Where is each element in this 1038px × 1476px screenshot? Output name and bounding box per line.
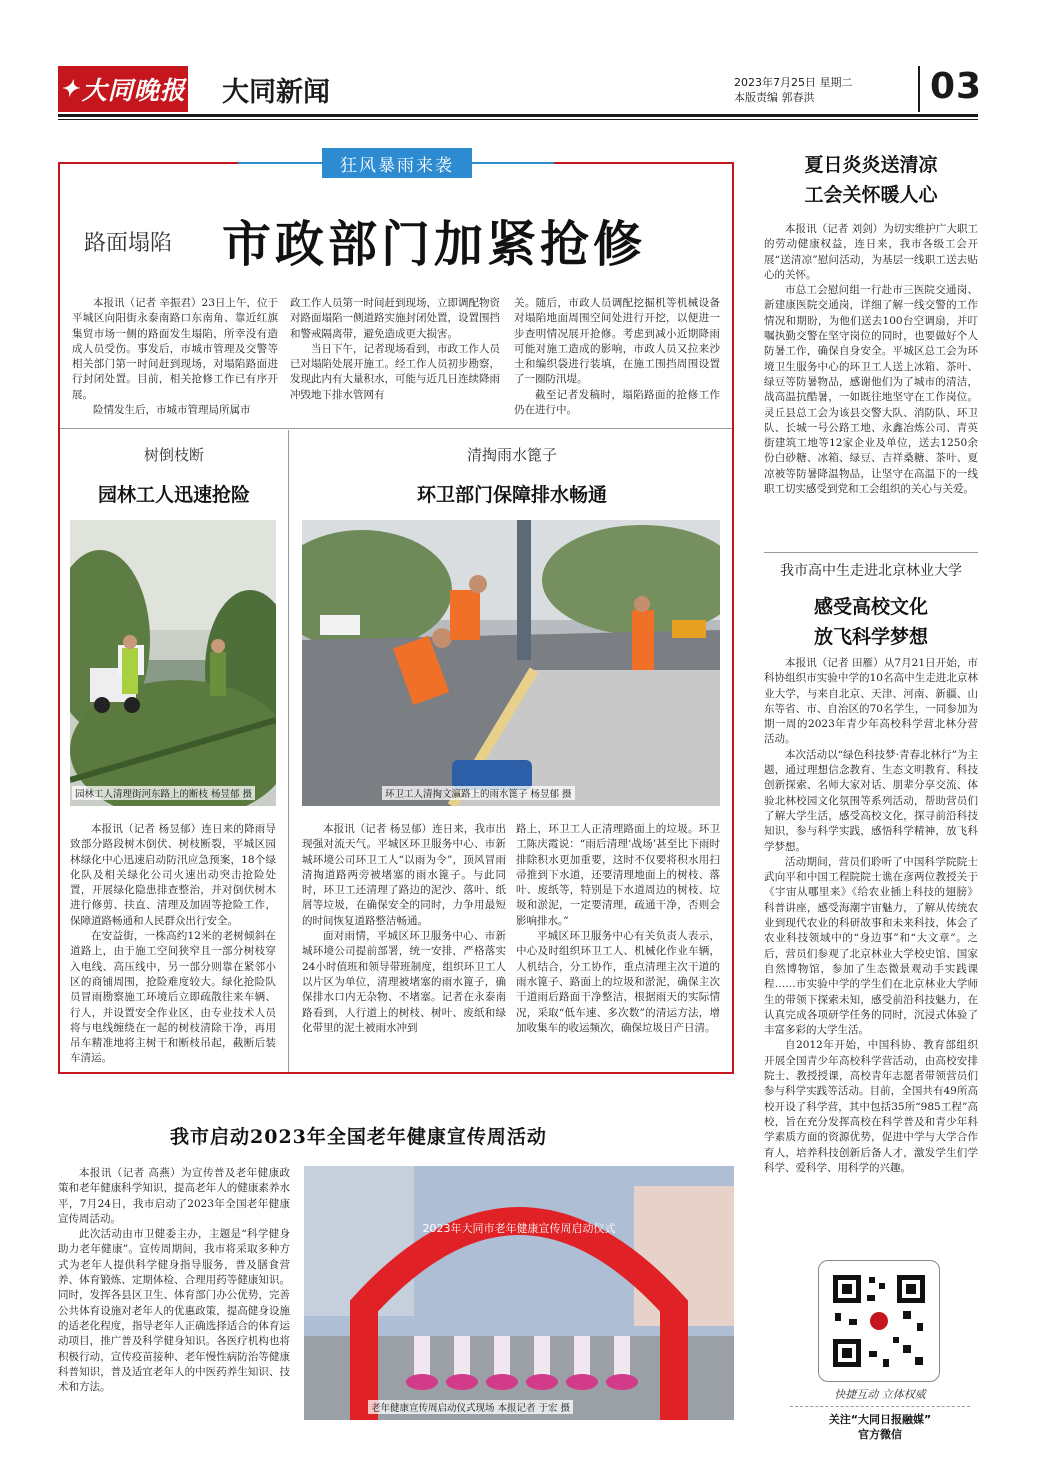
column-divider [288, 430, 289, 1072]
page-editor: 本版责编 郭春洪 [734, 91, 815, 104]
sanitation-photo [302, 520, 720, 806]
lead-column-2 [290, 296, 500, 403]
garden-kicker: 树倒枝断 [143, 446, 204, 464]
garden-body [70, 822, 276, 1067]
lead-kicker: 路面塌陷 [84, 231, 173, 256]
issue-date: 2023年7月25日 星期二 [734, 76, 853, 89]
promo-follow-line1: 关注“大同日报融媒” [828, 1413, 932, 1426]
promo-divider [790, 1406, 970, 1407]
union-headline [760, 150, 982, 210]
forestry-headline [760, 592, 982, 652]
garden-headline: 园林工人迅速抢险 [97, 484, 250, 506]
sanitation-paragraph: 平城区环卫服务中心有关负责人表示，中心及时组织环卫工人、机械化作业车辆，人机结合，分工协作，重点清理主次干道的雨水篦子、路面上的垃圾和淤泥，确保主次干道雨后路面干净整洁，根据雨天的实际情况，采取“低车速、多次数”的清运方法，增加收集车的收运频次，确保垃圾日产日清。 [516, 930, 720, 1034]
street-photo-illustration [302, 520, 720, 806]
section-name: 大同新闻 [222, 77, 330, 108]
elderly-paragraph: 本报讯（记者 高燕）为宣传普及老年健康政策和老年健康科学知识，提高老年人的健康素养水平，7月24日，我市启动了2023年全国老年健康宣传周活动。 [58, 1167, 290, 1225]
forestry-paragraph: 活动期间，营员们聆听了中国科学院院士武向平和中国工程院院士谯在彦两位教授关于《宇宙从哪里来》《给农业插上科技的翅膀》科普讲座，感受海潮宇宙魅力，了解从传统农业到现代农业的科研故事和未来科技，体会了农业科技领域中的“身边事”和“大文章”。之后，营员们参观了北京林业大学校史馆、国家自然博物馆，参加了生态微景观动手实践课程……市实验中学的学生们在北京林业大学师生的带领下探索未知，感受前沿科技魅力，在认真完成各项研学任务的同时，沉浸式体验了丰富多彩的大学生活。 [764, 855, 978, 1037]
sanitation-paragraph: 面对雨情，平城区环卫服务中心、市新城环境公司提前部署，统一安排，严格落实24小时值班和领导带班制度，组织环卫工人以片区为单位，清理被堵塞的雨水篦子，确保排水口内无杂物、不堵塞。记者在永泰南路看到，人行道上的树枝、树叶、废纸和绿化带里的泥土被雨水冲到 [302, 930, 506, 1034]
sanitation-paragraph: 路上，环卫工人正清理路面上的垃圾。环卫工陈庆霞说：“雨后清理‘战场’甚至比下雨时排除积水更加重要，这时不仅要将积水用扫帚推到下水道，还要清理地面上的树枝、落叶、废纸等，特别是下水道周边的树枝、垃圾和淤泥，一定要清理，疏通干净，否则会影响排水。” [516, 823, 720, 927]
forestry-body [764, 656, 978, 1176]
garden-paragraph: 本报讯（记者 杨昱郁）连日来的降雨导致部分路段树木倒伏、树枝断裂，平城区园林绿化中心迅速启动防汛应急预案，18个绿化队及相关绿化公司火速出动突击抢险处置，开展绿化隐患排查整治，并对倒伏树木进行修剪、扶直、清理及加固等抢险工作，保障道路畅通和人民群众出行安全。 [70, 823, 276, 927]
lead-paragraph: 险情发生后，市城市管理局所属市 [93, 404, 251, 417]
sanitation-kicker: 清掏雨水篦子 [466, 446, 557, 464]
sanitation-headline: 环卫部门保障排水畅通 [416, 484, 607, 506]
ceremony-photo-illustration [304, 1166, 734, 1420]
forestry-paragraph: 本次活动以“绿色科技梦·青春北林行”为主题，通过理想信念教育、生态文明教育、科技创新探索、名师大家对话、朋辈分享交流、体验北林校园文化氛围等系列活动，帮助营员们了解大学生活，感受高校文化，探寻前沿科技知识，参与科学实践，感悟科学精神，放飞科学梦想。 [764, 748, 978, 853]
union-paragraph: 本报讯（记者 刘剑）为切实维护广大职工的劳动健康权益，连日来，我市各级工会开展“送清凉”慰问活动，为基层一线职工送去贴心的关怀。 [764, 223, 978, 281]
garden-photo-caption: 园林工人清理街河东路上的断枝 杨昱郁 摄 [72, 786, 255, 800]
union-headline-line2: 工会关怀暖人心 [804, 184, 938, 206]
header-rule-thin [58, 119, 978, 120]
forestry-headline-line1: 感受高校文化 [813, 596, 928, 618]
elderly-body [58, 1166, 290, 1395]
elderly-paragraph: 此次活动由市卫健委主办，主题是“科学健身助力老年健康”。宣传周期间，我市将采取多种方式为老年人提供科学健身指导服务，普及膳食营养、体育锻炼、定期体检、合理用药等健康知识。同时，发挥各县区卫生、体育部门办公优势，完善公共体育设施对老年人的优惠政策，提高健身设施的适老化程度，指导老年人正确选择适合的体育运动项目，推广普及科学健身知识。各医疗机构也将积极行动，宣传疫苗接种、老年慢性病防治等健康科普知识，普及适宜老年人的中医药养生知识、技术和方法。 [58, 1228, 290, 1394]
forestry-paragraph: 本报讯（记者 田雁）从7月21日开始，市科协组织市实验中学的10名高中生走进北京林业大学，与来自北京、天津、河南、新疆、山东等省、市、自治区的70名学生，一同参加为期一周的2023年青少年高校科学营北林分营活动。 [764, 657, 978, 746]
page-number: 03 [930, 66, 983, 107]
garden-paragraph: 在安益街，一株高约12米的老树倾斜在道路上，由于施工空间狭窄且一部分树枝穿入电线、高压线中，另一部分则靠在紧邻小区的商铺周围，抢险难度较大。绿化抢险队员冒雨勘察施工环境后立即疏散往来车辆、行人，并设置安全作业区，由专业技术人员将与电线缠绕在一起的树枝清除干净，再用吊车精准地将主树干和断枝吊起，截断后装车清运。 [70, 930, 276, 1065]
promo-slogan: 快捷互动 立体权威 [834, 1388, 926, 1401]
promo-follow [790, 1412, 970, 1442]
forestry-paragraph: 自2012年开始，中国科协、教育部组织开展全国青少年高校科学营活动，由高校安排院士、教授授课，高校青年志愿者带领营员们参与科学实践等活动。目前，全国共有49所高校开设了科学营，其中包括35所“985工程”高校，旨在充分发挥高校在科学普及和青少年科学素质方面的资源优势，促进中学与大学合作育人，培养科技创新后备人才，激发学生们学科学、爱科学、用科学的兴趣。 [764, 1039, 978, 1174]
lead-column-3 [514, 296, 720, 418]
issue-info [734, 75, 853, 105]
topic-banner: 狂风暴雨来袭 [322, 148, 472, 178]
newspaper-logo [58, 66, 188, 112]
elderly-photo [304, 1166, 734, 1420]
header-divider [918, 66, 920, 112]
header-rule [58, 114, 978, 117]
lead-paragraph: 政工作人员第一时间赶到现场，立即调配物资对路面塌陷一侧道路实施封闭处置，设置围挡和警戒隔离带，避免造成更大损害。 [290, 297, 500, 340]
forestry-kicker: 我市高中生走进北京林业大学 [780, 563, 962, 579]
union-paragraph: 市总工会慰问组一行赴市三医院交通岗、新建康医院交通岗，详细了解一线交警的工作情况和期盼，为他们送去100台空调扇，并叮嘱执勤交警在坚守岗位的同时，也要做好个人防暑工作，确保自身安全。平城区总工会为环境卫生服务中心的环卫工人送上冰箱、茶叶、绿豆等防暑物品，感谢他们为了城市的清洁，战高温抗酷暑，一如既往地坚守在工作岗位。灵丘县总工会为该县交警大队、消防队、环卫队、长城一号公路工地、永鑫冶炼公司、青英街建筑工地等12家企业及单位，送去1250余份白砂糖、冰箱、绿豆、吉祥桑糖、茶叶、夏凉被等防暑降温物品，让坚守在高温下的一线职工切实感受到党和工会组织的关心与关爱。 [764, 284, 978, 496]
lead-paragraph: 截至记者发稿时，塌陷路面的抢修工作仍在进行中。 [514, 388, 720, 417]
lead-headline: 市政部门加紧抢修 [222, 215, 647, 273]
right-divider [764, 552, 978, 553]
tree-photo-illustration [70, 520, 276, 806]
garden-photo [70, 520, 276, 806]
sanitation-column-1 [302, 822, 506, 1036]
lead-column-1 [72, 296, 278, 418]
lead-paragraph: 关。随后，市政人员调配挖掘机等机械设备对塌陷地面周围空间处进行开挖，以便进一步查明情况展开抢修。考虑到减小近期降雨可能对施工造成的影响，市政人员又拉来沙土和编织袋进行装填，在施工围挡周围设置了一圈防汛堤。 [514, 297, 720, 386]
forestry-headline-line2: 放飞科学梦想 [813, 626, 928, 648]
sanitation-photo-caption: 环卫工人清掏文瀛路上的雨水篦子 杨昱郁 摄 [382, 786, 575, 800]
logo-text: 大同晚报 [81, 76, 186, 105]
lead-paragraph: 当日下午，记者现场看到，市政工作人员已对塌陷处展开施工。经工作人员初步勘察，发现此内有大量积水，可能与近几日连续降雨冲毁地下排水管网有 [290, 342, 500, 401]
arch-banner-text: 2023年大同市老年健康宣传周启动仪式 [422, 1222, 616, 1235]
lead-paragraph: 本报讯（记者 辛振君）23日上午，位于平城区向阳街永泰南路口东南角、靠近红旗集贸市场一侧的路面发生塌陷，所幸没有造成人员受伤。事发后，市城市管理及交警等相关部门第一时间赶到现场，对塌陷路面进行封闭处置。目前，相关抢修工作已有序开展。 [72, 297, 278, 401]
elderly-photo-caption: 老年健康宣传周启动仪式现场 本报记者 于宏 摄 [368, 1400, 573, 1414]
union-headline-line1: 夏日炎炎送清凉 [804, 154, 938, 176]
logo-mark-icon: ✦ [60, 76, 80, 102]
elderly-headline: 我市启动2023年全国老年健康宣传周活动 [170, 1126, 547, 1148]
promo-follow-line2: 官方微信 [858, 1428, 902, 1441]
sanitation-column-2 [516, 822, 720, 1036]
qr-code-icon [819, 1261, 939, 1381]
union-body [764, 222, 978, 497]
sanitation-paragraph: 本报讯（记者 杨昱郁）连日来，我市出现强对流天气。平城区环卫服务中心、市新城环境公司环卫工人“以雨为令”，顶风冒雨清掏道路两旁被堵塞的雨水篦子。与此同时，环卫工还清理了路边的泥沙、落叶、纸屑等垃圾，在确保安全的同时，力争用最短的时间恢复道路整洁畅通。 [302, 823, 506, 927]
qr-code[interactable] [818, 1260, 940, 1382]
section-divider [60, 428, 732, 429]
